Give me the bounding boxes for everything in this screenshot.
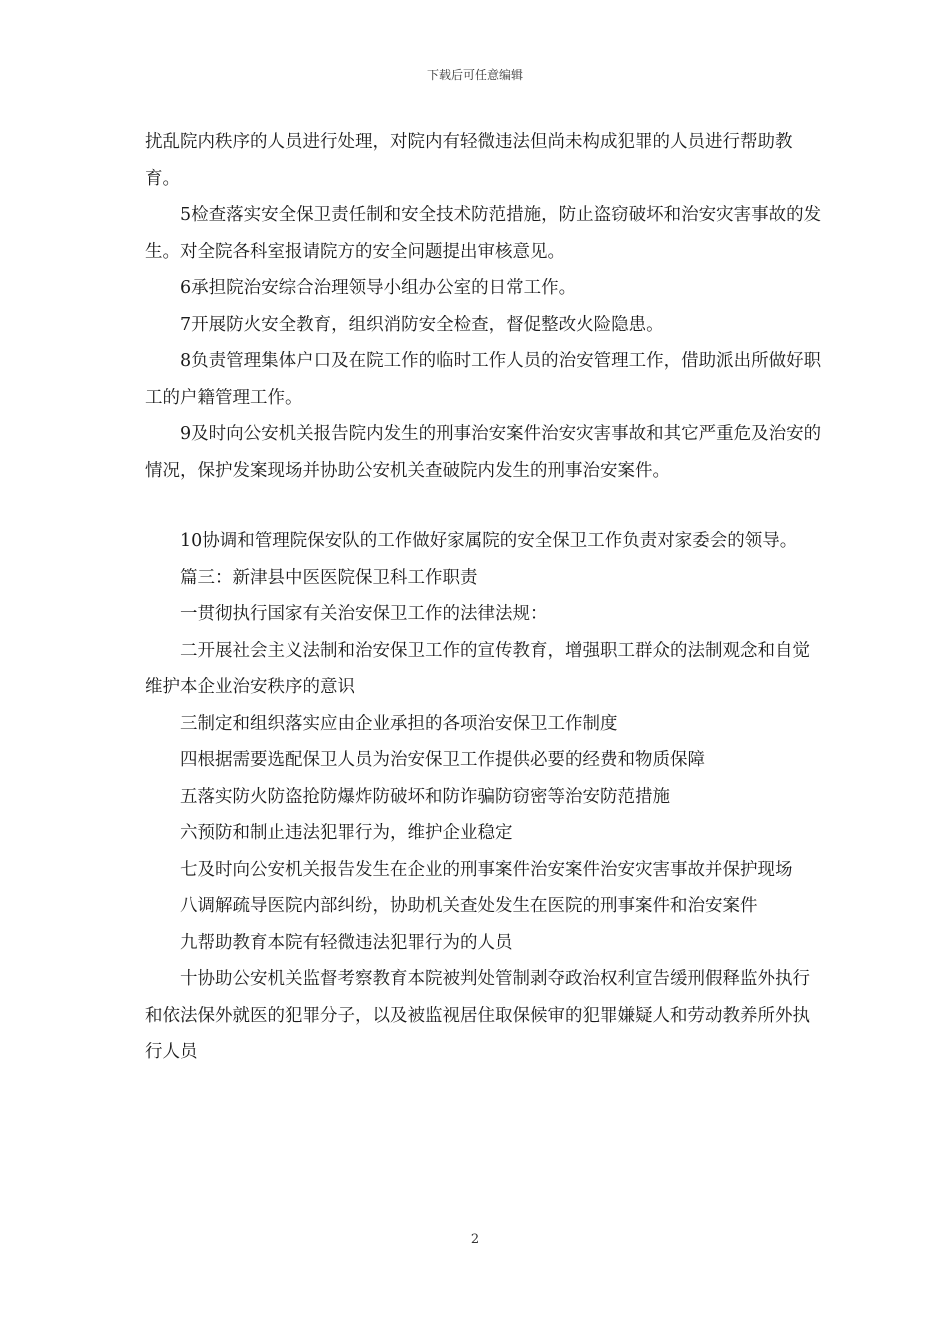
section-heading: 篇三：新津县中医医院保卫科工作职责 xyxy=(180,567,478,588)
paragraph-item-6: 6承担院治安综合治理领导小组办公室的日常工作。 xyxy=(180,278,577,298)
duty-item-3: 三制定和组织落实应由企业承担的各项治安保卫工作制度 xyxy=(180,713,618,734)
paragraph-item-9: 9及时向公安机关报告院内发生的刑事治安案件治安灾害事故和其它严重危及治安的情况，保护发案现场并协助公安机关查破院内发生的刑事治安案件。 xyxy=(145,424,822,481)
paragraph-item-7: 7开展防火安全教育，组织消防安全检查，督促整改火险隐患。 xyxy=(180,314,664,335)
duty-item-7: 七及时向公安机关报告发生在企业的刑事案件治安案件治安灾害事故并保护现场 xyxy=(180,859,793,880)
paragraph-item-8: 8负责管理集体户口及在院工作的临时工作人员的治安管理工作，借助派出所做好职工的户籍管理工作。 xyxy=(145,351,822,408)
page-number: 2 xyxy=(470,1232,480,1247)
paragraph-continuation: 扰乱院内秩序的人员进行处理，对院内有轻微违法但尚未构成犯罪的人员进行帮助教育。 xyxy=(145,132,793,189)
paragraph-item-5: 5检查落实安全保卫责任制和安全技术防范措施，防止盗窃破坏和治安灾害事故的发生。对全院各科室报请院方的安全问题提出审核意见。 xyxy=(145,205,822,262)
duty-item-8: 八调解疏导医院内部纠纷，协助机关查处发生在医院的刑事案件和治安案件 xyxy=(180,896,758,916)
duty-item-10: 十协助公安机关监督考察教育本院被判处管制剥夺政治权利宣告缓刑假释监外执行和依法保外就医的犯罪分子，以及被监视居住取保候审的犯罪嫌疑人和劳动教养所外执行人员 xyxy=(145,969,810,1062)
duty-item-4: 四根据需要选配保卫人员为治安保卫工作提供必要的经费和物质保障 xyxy=(180,750,705,770)
duty-item-5: 五落实防火防盗抢防爆炸防破坏和防诈骗防窃密等治安防范措施 xyxy=(180,786,670,807)
duty-item-9: 九帮助教育本院有轻微违法犯罪行为的人员 xyxy=(180,932,513,953)
page-header: 下载后可任意编辑 xyxy=(426,68,523,82)
paragraph-item-10: 10协调和管理院保安队的工作做好家属院的安全保卫工作负责对家委会的领导。 xyxy=(180,531,798,551)
document-body xyxy=(145,124,825,1071)
duty-item-2: 二开展社会主义法制和治安保卫工作的宣传教育，增强职工群众的法制观念和自觉维护本企业治安秩序的意识 xyxy=(145,640,810,697)
duty-item-6: 六预防和制止违法犯罪行为，维护企业稳定 xyxy=(180,823,513,843)
duty-item-1: 一贯彻执行国家有关治安保卫工作的法律法规： xyxy=(180,604,548,624)
